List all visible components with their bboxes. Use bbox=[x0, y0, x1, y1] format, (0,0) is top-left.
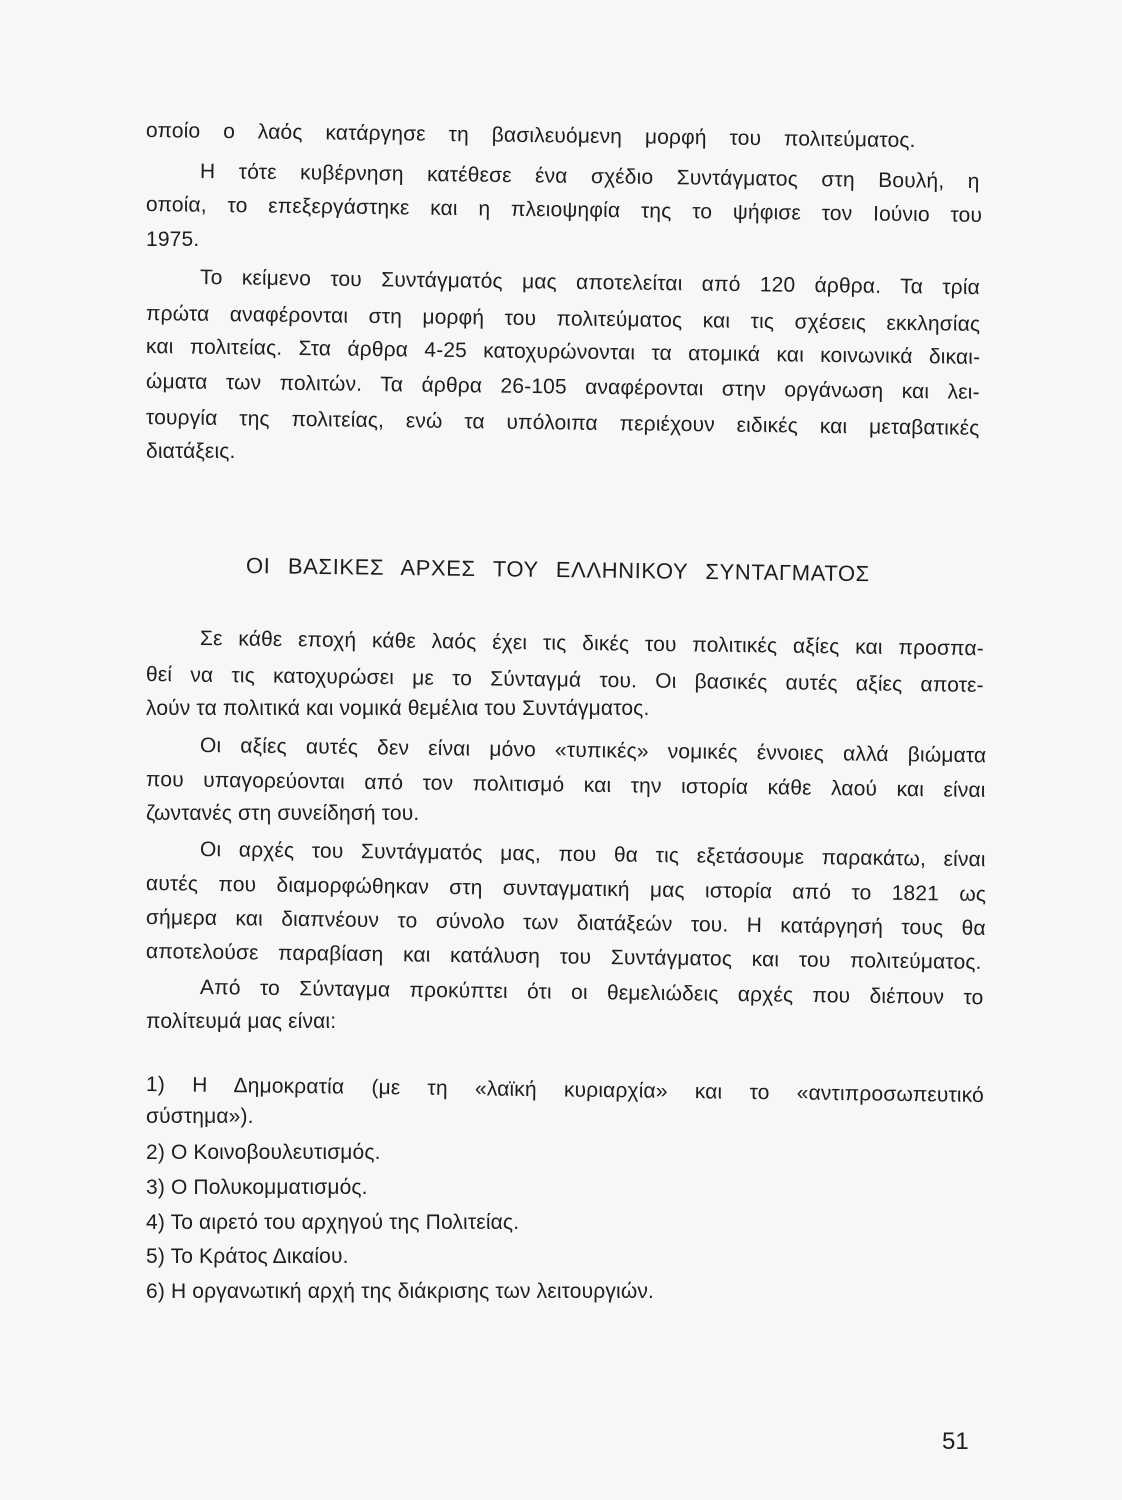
structure-line-6: διατάξεις. bbox=[146, 440, 236, 463]
principles-line-7: Οι αρχές του Συντάγματός μας, που θα τις εξετάσουμε παρακάτω, είναι bbox=[199, 838, 986, 872]
structure-line-1: Το κείμενο του Συντάγματός μας αποτελείται από 120 άρθρα. Τα τρία bbox=[199, 266, 981, 300]
list-item-5: 5) Το Κράτος Δικαίου. bbox=[146, 1245, 349, 1268]
principles-line-2: θεί να τις κατοχυρώσει με το Σύνταγμά του. Οι βασικές αυτές αξίες αποτε- bbox=[145, 663, 984, 697]
page-number: 51 bbox=[942, 1428, 969, 1455]
principles-line-5: που υπαγορεύονται από τον πολιτισμό και την ιστορία κάθε λαού και είναι bbox=[145, 768, 986, 802]
list-item-1-cont: σύστημα»). bbox=[146, 1105, 254, 1128]
principles-line-12: πολίτευμά μας είναι: bbox=[146, 1010, 337, 1033]
intro-line-3: οποία, το επεξεργάστηκε και η πλειοψηφία της το ψήφισε τον Ιούνιο του bbox=[145, 193, 983, 227]
intro-line-4: 1975. bbox=[146, 228, 200, 251]
intro-line-2: Η τότε κυβέρνηση κατέθεσε ένα σχέδιο Συντάγματος στη Βουλή, η bbox=[199, 160, 980, 194]
list-item-4: 4) Το αιρετό του αρχηγού της Πολιτείας. bbox=[146, 1211, 520, 1234]
structure-line-2: πρώτα αναφέρονται στη μορφή του πολιτεύματος και τις σχέσεις εκκλησίας bbox=[145, 302, 981, 336]
section-heading: ΟΙ ΒΑΣΙΚΕΣ ΑΡΧΕΣ ΤΟΥ ΕΛΛΗΝΙΚΟΥ ΣΥΝΤΑΓΜΑΤΟΣ bbox=[245, 553, 871, 587]
structure-line-4: ώματα των πολιτών. Τα άρθρα 26-105 αναφέρονται στην οργάνωση και λει- bbox=[145, 370, 980, 404]
principles-line-4: Οι αξίες αυτές δεν είναι μόνο «τυπικές» νομικές έννοιες αλλά βιώματα bbox=[199, 734, 987, 768]
principles-line-8: αυτές που διαμορφώθηκαν στη συνταγματική μας ιστορία από το 1821 ως bbox=[145, 872, 987, 906]
principles-line-1: Σε κάθε εποχή κάθε λαός έχει τις δικές του πολιτικές αξίες και προσπα- bbox=[199, 627, 985, 661]
list-item-6: 6) Η οργανωτική αρχή της διάκρισης των λειτουργιών. bbox=[146, 1280, 655, 1303]
principles-line-6: ζωντανές στη συνείδησή του. bbox=[146, 802, 420, 825]
principles-line-11: Από το Σύνταγμα προκύπτει ότι οι θεμελιώδεις αρχές που διέπουν το bbox=[199, 976, 984, 1010]
principles-line-3: λούν τα πολιτικά και νομικά θεμέλια του Συντάγματος. bbox=[146, 697, 650, 720]
intro-line-1: οποίο ο λαός κατάργησε τη βασιλευόμενη μορφή του πολιτεύματος. bbox=[145, 119, 916, 153]
principles-line-9: σήμερα και διαπνέουν το σύνολο των διατάξεών του. Η κατάργησή τους θα bbox=[145, 906, 986, 940]
structure-line-5: τουργία της πολιτείας, ενώ τα υπόλοιπα περιέχουν ειδικές και μεταβατικές bbox=[145, 406, 980, 440]
list-item-1: 1) Η Δημοκρατία (με τη «λαϊκή κυριαρχία» και το «αντιπροσωπευτικό bbox=[145, 1073, 985, 1107]
list-item-2: 2) Ο Κοινοβουλευτισμός. bbox=[146, 1141, 381, 1164]
principles-line-10: αποτελούσε παραβίαση και κατάλυση του Συντάγματος και του πολιτεύματος. bbox=[145, 940, 982, 974]
list-item-3: 3) Ο Πολυκομματισμός. bbox=[146, 1176, 368, 1199]
structure-line-3: και πολιτείας. Στα άρθρα 4-25 κατοχυρώνονται τα ατομικά και κοινωνικά δικαι- bbox=[145, 335, 981, 369]
